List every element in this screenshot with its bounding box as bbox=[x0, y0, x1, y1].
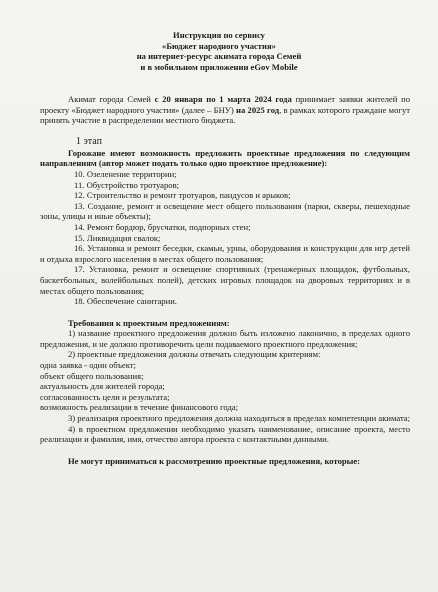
direction-item: 11. Обустройство тротуаров; bbox=[74, 179, 180, 190]
direction-item: 15. Ликвидация свалок; bbox=[74, 232, 161, 243]
title-line-2: «Бюджет народного участия» bbox=[162, 40, 276, 51]
title-line-1: Инструкция по сервису bbox=[173, 30, 265, 40]
rejection-heading: Не могут приниматься к рассмотрению проектные предложения, которые: bbox=[68, 455, 361, 466]
document-body bbox=[40, 94, 410, 466]
requirement-3: 3) реализация проектного предложения должна находиться в пределах компетенции акимата; bbox=[68, 413, 411, 424]
criterion-item: одна заявка - один объект; bbox=[40, 360, 136, 371]
criterion-item: объект общего пользования; bbox=[40, 370, 144, 381]
intro-date-range: с 20 января по 1 марта 2024 года bbox=[154, 94, 292, 104]
document-title bbox=[0, 30, 438, 72]
criterion-item: актуальность для жителей города; bbox=[40, 381, 165, 392]
direction-item: 17. Установка, ремонт и освещение спортивных (тренажерных площадок, футбольных, баскетбольных, волейбольных полей), детских игровых площадок на дворовых территориях и в местах общего пользования; bbox=[40, 264, 410, 296]
stage-1-heading: 1 этап bbox=[76, 135, 102, 147]
direction-item: 18. Обеспечение санитарии. bbox=[74, 296, 177, 307]
direction-item: 13. Создание, ремонт и освещение мест общего пользования (парки, скверы, пешеходные зоны, улицы и иные объекты); bbox=[40, 200, 410, 222]
criterion-item: согласованность цели и результата; bbox=[40, 391, 170, 402]
requirement-2: 2) проектные предложения должны отвечать следующим критериям: bbox=[68, 349, 321, 360]
requirement-4: 4) в проектном предложении необходимо указать наименование, описание проекта, место реализации и фамилия, имя, отчество автора проекта с контактными данными. bbox=[40, 423, 410, 445]
criterion-item: возможность реализации в течение финансового года; bbox=[40, 402, 239, 413]
direction-item: 12. Строительство и ремонт тротуаров, пандусов и арыков; bbox=[74, 190, 291, 201]
requirements-heading: Требования к проектным предложениям: bbox=[68, 317, 230, 328]
intro-text-c: принимает заявки жителей по проекту «Бюджет народного участия» (далее – БНУ) bbox=[40, 94, 410, 115]
stage-1-lead: Горожане имеют возможность предложить проектные предложения по следующим направлениям (автор может подать только одно проектное предложение): bbox=[40, 147, 410, 169]
intro-text-e: , в рамках которого граждане могут принять участие в распределении местного бюджета. bbox=[40, 104, 410, 126]
intro-paragraph bbox=[40, 94, 410, 126]
direction-item: 16. Установка и ремонт беседки, скамьи, урны, оборудования и конструкции для игр детей и отдыха взрослого населения в местах общего пользования; bbox=[40, 243, 410, 264]
direction-item: 10. Озеленение территории; bbox=[74, 168, 177, 179]
title-line-3: на интернет-ресурс акимата города Семей bbox=[136, 51, 302, 62]
direction-item: 14. Ремонт бордюр, брусчатки, подпорных стен; bbox=[74, 221, 251, 232]
title-line-4: и в мобильном приложении eGov Mobile bbox=[140, 61, 298, 72]
intro-year: на 2025 год bbox=[236, 104, 280, 115]
intro-text-a: Акимат города Семей bbox=[68, 94, 155, 104]
requirement-1: 1) название проектного предложения должно быть изложено лаконично, в пределах одного предложения, и не должно противоречить цели подаваемого проектного предложения; bbox=[40, 328, 410, 349]
